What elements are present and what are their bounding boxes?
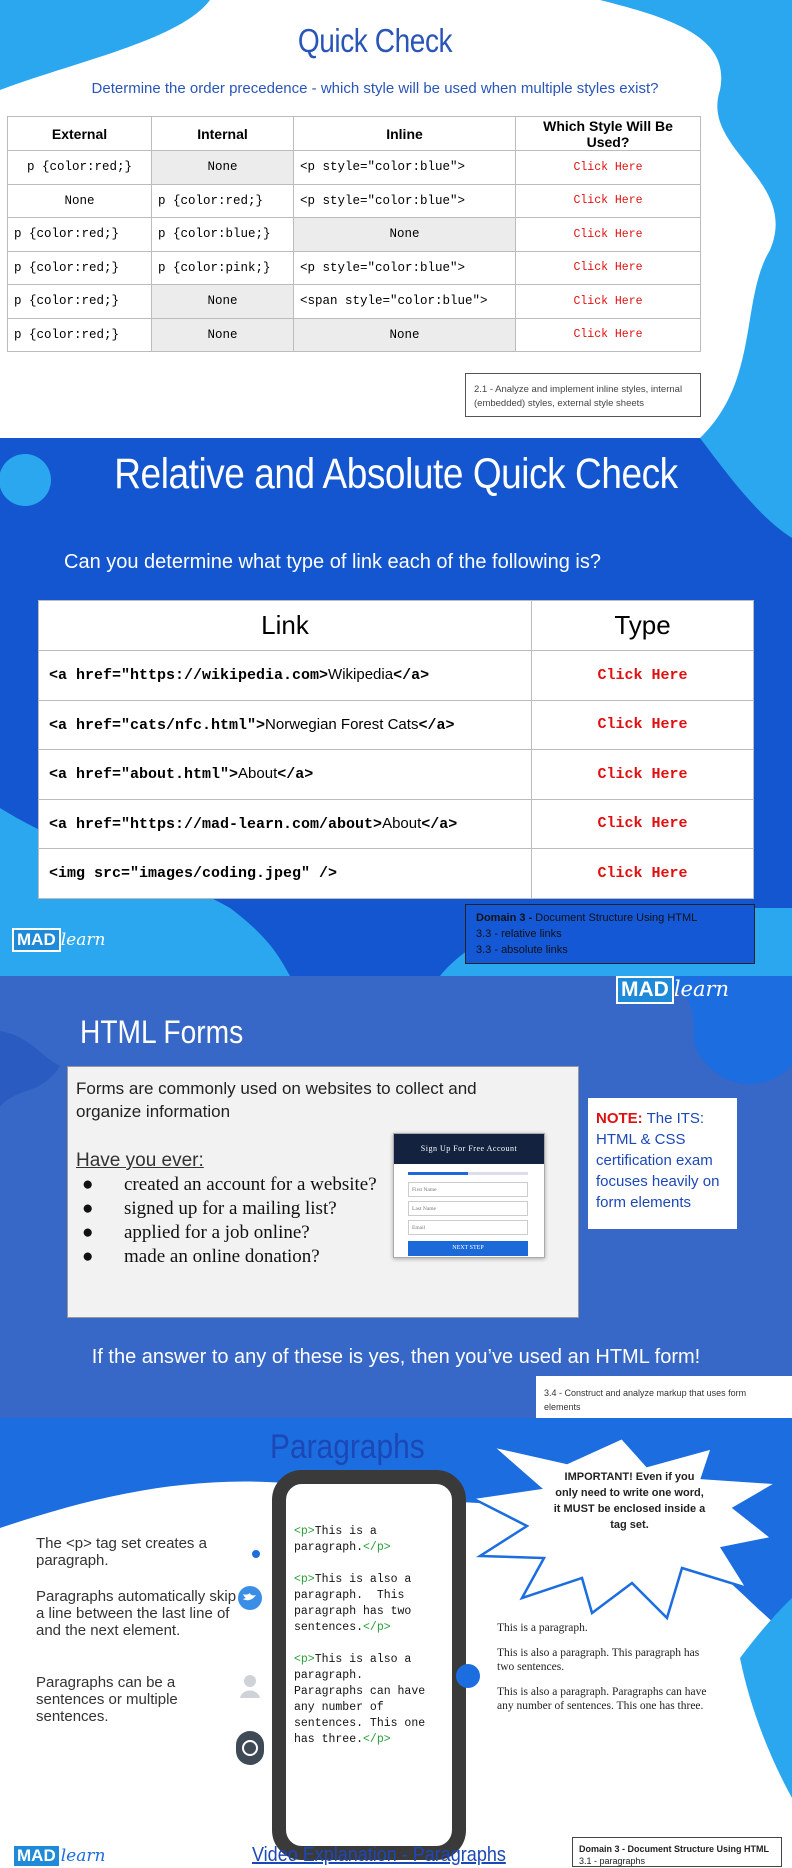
cell-link — [39, 700, 532, 750]
standard-heading — [476, 910, 744, 926]
note-label: NOTE: — [596, 1110, 643, 1127]
link-text: About — [382, 814, 422, 832]
bullet-text: applied for a job online? — [124, 1222, 310, 1243]
link-text: About — [238, 765, 278, 783]
link-type-table — [38, 600, 754, 899]
list-item — [82, 1221, 377, 1245]
have-you-ever-heading: Have you ever: — [76, 1150, 204, 1171]
link-icon — [455, 1663, 481, 1689]
mock-form-header: Sign Up For Free Account — [394, 1134, 544, 1164]
forms-content-box — [67, 1066, 579, 1318]
cell-link — [39, 799, 532, 849]
paragraph-explainer: The <p> tag set creates a paragraph. — [36, 1535, 207, 1569]
social-icons — [236, 1586, 264, 1786]
cell-inline: None — [294, 218, 516, 252]
note-text: The ITS: HTML & CSS certification exam focuses heavily on form elements — [596, 1110, 720, 1211]
header-type: Type — [532, 601, 754, 651]
cell-internal: None — [152, 318, 294, 352]
logo-learn: learn — [60, 1846, 106, 1866]
list-item — [82, 1245, 377, 1269]
table-row — [8, 251, 701, 285]
slide-title: Relative and Absolute Quick Check — [114, 450, 678, 498]
table-row — [39, 849, 754, 899]
cell-inline: <p style="color:blue"> — [294, 151, 516, 185]
slide-quick-check — [0, 0, 792, 438]
click-here-button[interactable]: Click Here — [532, 750, 754, 800]
cell-external: p {color:red;} — [8, 251, 152, 285]
table-row — [39, 750, 754, 800]
link-text: Wikipedia — [328, 666, 394, 684]
bullet-icon: ● — [82, 1198, 94, 1219]
user-icon — [244, 1675, 256, 1687]
mock-progress-bar — [408, 1172, 468, 1175]
header-internal: Internal — [152, 117, 294, 151]
standard-note: 3.4 - Construct and analyze markup that uses form elements — [536, 1376, 792, 1418]
code-close: </a> — [277, 766, 314, 784]
link-text: Norwegian Forest Cats — [265, 715, 419, 733]
cell-link — [39, 750, 532, 800]
code-open: <img src="images/coding.jpeg" /> — [49, 864, 338, 882]
cell-inline: <p style="color:blue"> — [294, 184, 516, 218]
slide-title: Paragraphs — [270, 1428, 425, 1466]
click-here-button[interactable]: Click Here — [516, 285, 701, 319]
code-open: <a href="https://mad-learn.com/about> — [49, 815, 383, 833]
video-explanation-link[interactable]: Video Explanation - Paragraphs — [252, 1844, 506, 1866]
note-box — [588, 1098, 737, 1229]
table-row — [8, 218, 701, 252]
cell-inline: <span style="color:blue"> — [294, 285, 516, 319]
table-row — [8, 184, 701, 218]
click-here-button[interactable]: Click Here — [532, 799, 754, 849]
slide-relative-absolute — [0, 438, 792, 976]
table-row — [8, 285, 701, 319]
click-here-button[interactable]: Click Here — [532, 651, 754, 701]
standard-line: 3.3 - absolute links — [476, 944, 568, 956]
logo-learn: learn — [673, 977, 730, 1001]
table-row — [39, 651, 754, 701]
code-close: </a> — [418, 716, 455, 734]
paragraph-explainer: Paragraphs automatically skip a line between the last line of and the next element. — [36, 1588, 237, 1639]
logo-mad: MAD — [616, 976, 674, 1004]
standard-note: 2.1 - Analyze and implement inline styles, internal (embedded) styles, external style sheets — [465, 373, 701, 417]
header-link: Link — [39, 601, 532, 651]
click-here-button[interactable]: Click Here — [516, 251, 701, 285]
cell-external: p {color:red;} — [8, 218, 152, 252]
click-here-button[interactable]: Click Here — [516, 151, 701, 185]
code-sample: <p>This is a paragraph.</p> <p>This is also a paragraph. This paragraph has two sentences.</p> <p>This is also a paragraph. Paragraphs can have any number of sentences. This one has three.</p> — [294, 1525, 426, 1746]
forms-lead-text: Forms are commonly used on websites to collect and organize information — [76, 1079, 477, 1121]
standard-note — [572, 1837, 782, 1867]
paragraph-explainer: Paragraphs can be a sentences or multiple sentences. — [36, 1674, 178, 1725]
click-here-button[interactable]: Click Here — [516, 218, 701, 252]
rendered-paragraph: This is also a paragraph. This paragraph has two sentences. — [497, 1647, 700, 1673]
cell-external: p {color:red;} — [8, 151, 152, 185]
table-row — [39, 799, 754, 849]
slide-title: HTML Forms — [80, 1014, 244, 1050]
bullet-text: signed up for a mailing list? — [124, 1198, 337, 1219]
click-here-button[interactable]: Click Here — [516, 184, 701, 218]
mock-field: First Name — [408, 1182, 528, 1197]
header-external: External — [8, 117, 152, 151]
bullet-icon: ● — [82, 1246, 94, 1267]
cell-internal: None — [152, 151, 294, 185]
cell-internal: p {color:pink;} — [152, 251, 294, 285]
mad-learn-logo — [616, 976, 729, 1004]
table-header-row — [39, 601, 754, 651]
slide-title: Quick Check — [297, 22, 453, 59]
table-row — [39, 700, 754, 750]
standard-title: Domain 3 - Document Structure Using HTML — [579, 1844, 770, 1854]
phone-code-mockup — [272, 1470, 466, 1860]
code-open: <a href="cats/nfc.html"> — [49, 716, 266, 734]
slide-subtitle: Determine the order precedence - which style will be used when multiple styles exist? — [91, 80, 659, 97]
header-which-style: Which Style Will Be Used? — [516, 117, 701, 151]
signup-form-image — [393, 1133, 545, 1258]
important-text: IMPORTANT! Even if you only need to write one word, it MUST be enclosed inside a tag set. — [553, 1471, 706, 1531]
click-here-button[interactable]: Click Here — [532, 849, 754, 899]
cell-external: p {color:red;} — [8, 285, 152, 319]
cell-external: None — [8, 184, 152, 218]
standard-domain: Domain 3 - — [476, 912, 536, 924]
logo-mad: MAD — [12, 1844, 61, 1868]
mock-field: Last Name — [408, 1201, 528, 1216]
instagram-icon — [236, 1731, 264, 1765]
mad-learn-logo — [12, 1844, 105, 1868]
cell-link — [39, 651, 532, 701]
code-open: <a href="https://wikipedia.com> — [49, 667, 329, 685]
bullet-icon: ● — [82, 1222, 94, 1243]
standard-note — [465, 904, 755, 964]
standard-line: 3.3 - relative links — [476, 928, 562, 940]
rendered-paragraph: This is a paragraph. — [497, 1622, 588, 1634]
list-item — [82, 1197, 377, 1221]
logo-mad: MAD — [12, 928, 61, 952]
bullet-icon: ● — [82, 1174, 94, 1195]
cell-internal: p {color:red;} — [152, 184, 294, 218]
slide-subtitle: Can you determine what type of link each of the following is? — [64, 551, 601, 573]
click-here-button[interactable]: Click Here — [516, 318, 701, 352]
forms-answer-text: If the answer to any of these is yes, then you’ve used an HTML form! — [91, 1346, 701, 1368]
table-row — [8, 151, 701, 185]
cell-inline: None — [294, 318, 516, 352]
click-here-button[interactable]: Click Here — [532, 700, 754, 750]
slide-paragraphs — [0, 1418, 792, 1868]
rendered-paragraph: This is also a paragraph. Paragraphs can have any number of sentences. This one has three. — [497, 1686, 707, 1712]
forms-bullet-list — [82, 1173, 377, 1269]
mad-learn-logo — [12, 928, 105, 952]
cell-link — [39, 849, 532, 899]
slide-html-forms — [0, 976, 792, 1418]
table-header-row — [8, 117, 701, 151]
code-close: </a> — [393, 667, 430, 685]
logo-learn: learn — [60, 930, 106, 950]
cell-internal: None — [152, 285, 294, 319]
mock-field: Email — [408, 1220, 528, 1235]
code-close: </a> — [421, 815, 458, 833]
table-row — [8, 318, 701, 352]
code-open: <a href="about.html"> — [49, 766, 239, 784]
important-starburst — [472, 1438, 782, 1628]
header-inline: Inline — [294, 117, 516, 151]
mock-next-step-button: NEXT STEP — [408, 1241, 528, 1256]
cell-inline: <p style="color:blue"> — [294, 251, 516, 285]
list-item — [82, 1173, 377, 1197]
cell-external: p {color:red;} — [8, 318, 152, 352]
cell-internal: p {color:blue;} — [152, 218, 294, 252]
standard-title: Document Structure Using HTML — [535, 912, 698, 924]
style-precedence-table — [7, 116, 701, 352]
bullet-text: made an online donation? — [124, 1246, 320, 1267]
bullet-text: created an account for a website? — [124, 1174, 377, 1195]
standard-line: 3.1 - paragraphs — [579, 1856, 646, 1866]
